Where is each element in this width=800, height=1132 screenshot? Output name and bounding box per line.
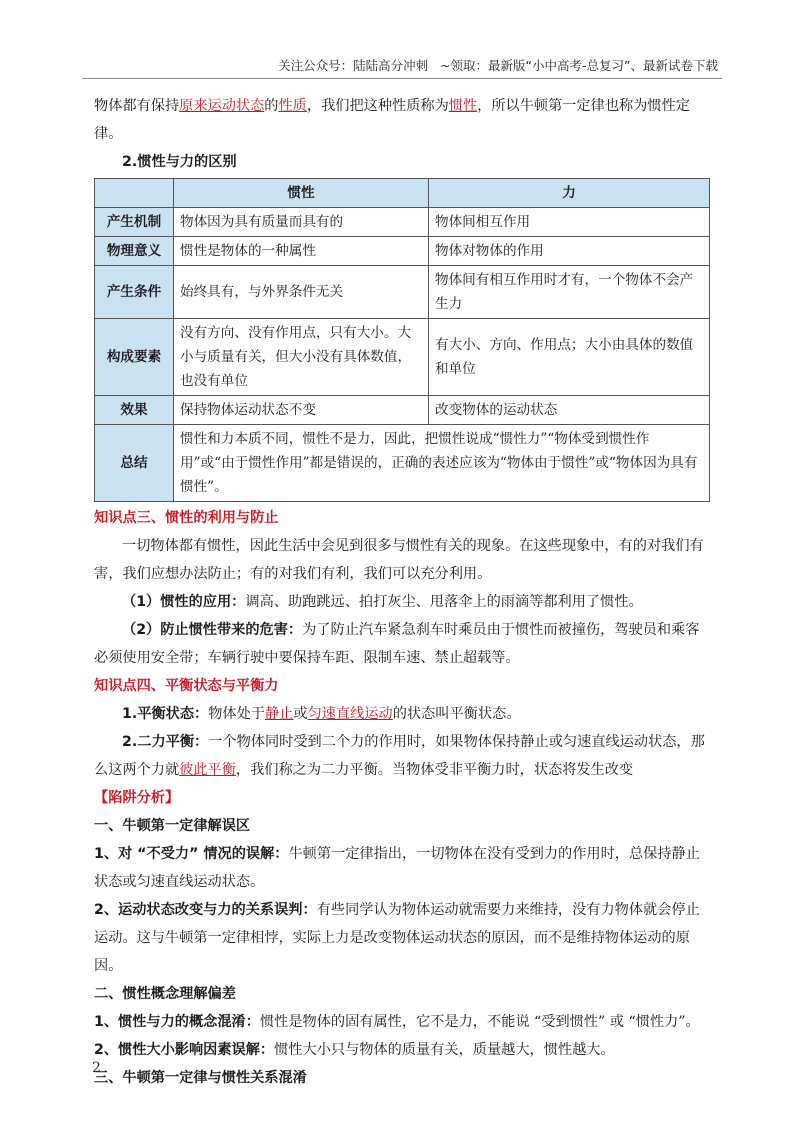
row-label: 物理意义 [95, 237, 174, 266]
inertia-force-table [94, 178, 710, 502]
cell-inertia: 物体因为具有质量而具有的 [174, 208, 429, 237]
intro-paragraph: 物体都有保持原来运动状态的性质，我们把这种性质称为惯性，所以牛顿第一定律也称为惯性定律。 [94, 98, 690, 142]
k4-two-force-balance: 2.二力平衡：一个物体同时受到二个力的作用时，如果物体保持静止或匀速直线运动状态，那么这两个力就彼此平衡，我们称之为二力平衡。当物体受非平衡力时，状态将发生改变 [94, 734, 705, 778]
table-corner [95, 179, 174, 208]
column-header-force: 力 [429, 179, 710, 208]
k3-prevention: （2）防止惯性带来的危害：为了防止汽车紧急刹车时乘员由于惯性而被撞伤，驾驶员和乘客必须使用安全带；车辆行驶中要保持车距、限制车速、禁止超载等。 [94, 622, 700, 666]
table-row [95, 266, 710, 319]
row-label: 效果 [95, 396, 174, 425]
document-body [94, 92, 710, 1092]
cell-inertia: 始终具有，与外界条件无关 [174, 266, 429, 319]
k4-balance-state: 1.平衡状态：物体处于静止或匀速直线运动的状态叫平衡状态。 [122, 706, 521, 722]
row-label: 产生机制 [95, 208, 174, 237]
knowledge-point-4-title: 知识点四、平衡状态与平衡力 [94, 678, 279, 694]
trap-1-2: 2、运动状态改变与力的关系误判：有些同学认为物体运动就需要力来维持，没有力物体就会停止运动。这与牛顿第一定律相悖，实际上力是改变物体运动状态的原因，而不是维持物体运动的原因。 [94, 902, 700, 974]
trap-section-2-title: 二、惯性概念理解偏差 [94, 986, 236, 1002]
header-divider [82, 78, 722, 79]
k3-application: （1）惯性的应用：调高、助跑跳远、拍打灰尘、甩落伞上的雨滴等都利用了惯性。 [122, 594, 643, 610]
highlight-original-motion-state: 原来运动状态 [179, 98, 265, 114]
section-2-title: 2.惯性与力的区别 [122, 154, 237, 170]
summary-cell: 惯性和力本质不同，惯性不是力，因此，把惯性说成“惯性力”“物体受到惯性作用”或“由于惯性作用”都是错误的，正确的表述应该为“物体由于惯性”或“物体因为具有惯性”。 [174, 425, 710, 502]
highlight-uniform-motion: 匀速直线运动 [307, 706, 393, 722]
table-row [95, 208, 710, 237]
trap-1-1: 1、对 “不受力” 情况的误解：牛顿第一定律指出，一切物体在没有受到力的作用时，总保持静止状态或匀速直线运动状态。 [94, 846, 700, 890]
cell-force: 有大小、方向、作用点；大小由具体的数值和单位 [429, 319, 710, 396]
row-label: 产生条件 [95, 266, 174, 319]
page-number: 2 [92, 1060, 101, 1076]
cell-inertia: 没有方向、没有作用点，只有大小。大小与质量有关，但大小没有具体数值，也没有单位 [174, 319, 429, 396]
table-header-row [95, 179, 710, 208]
cell-force: 改变物体的运动状态 [429, 396, 710, 425]
trap-analysis-title: 【陷阱分析】 [94, 790, 180, 806]
row-label: 构成要素 [95, 319, 174, 396]
table-row [95, 237, 710, 266]
trap-section-3-title: 三、牛顿第一定律与惯性关系混淆 [94, 1070, 307, 1086]
page-header: 关注公众号：陆陆高分冲刺 ~领取：最新版“小中高考-总复习”、最新试卷下载 [278, 58, 718, 73]
cell-force: 物体间相互作用 [429, 208, 710, 237]
table-row [95, 396, 710, 425]
knowledge-point-3-title: 知识点三、惯性的利用与防止 [94, 510, 279, 526]
column-header-inertia: 惯性 [174, 179, 429, 208]
row-label: 总结 [95, 425, 174, 502]
highlight-inertia: 惯性 [448, 98, 478, 114]
cell-force: 物体间有相互作用时才有，一个物体不会产生力 [429, 266, 710, 319]
highlight-property: 性质 [278, 98, 307, 114]
cell-inertia: 保持物体运动状态不变 [174, 396, 429, 425]
highlight-rest: 静止 [264, 706, 294, 722]
table-summary-row [95, 425, 710, 502]
trap-section-1-title: 一、牛顿第一定律解误区 [94, 818, 251, 834]
highlight-mutual-balance: 彼此平衡 [179, 762, 236, 778]
cell-force: 物体对物体的作用 [429, 237, 710, 266]
k3-paragraph: 一切物体都有惯性，因此生活中会见到很多与惯性有关的现象。在这些现象中，有的对我们有害，我们应想办法防止；有的对我们有利，我们可以充分利用。 [94, 538, 704, 582]
cell-inertia: 惯性是物体的一种属性 [174, 237, 429, 266]
table-row [95, 319, 710, 396]
trap-2-items: 1、惯性与力的概念混淆：惯性是物体的固有属性，它不是力，不能说 “受到惯性” 或 “惯性力”。2、惯性大小影响因素误解：惯性大小只与物体的质量有关，质量越大，惯性越大。 [94, 1014, 700, 1058]
